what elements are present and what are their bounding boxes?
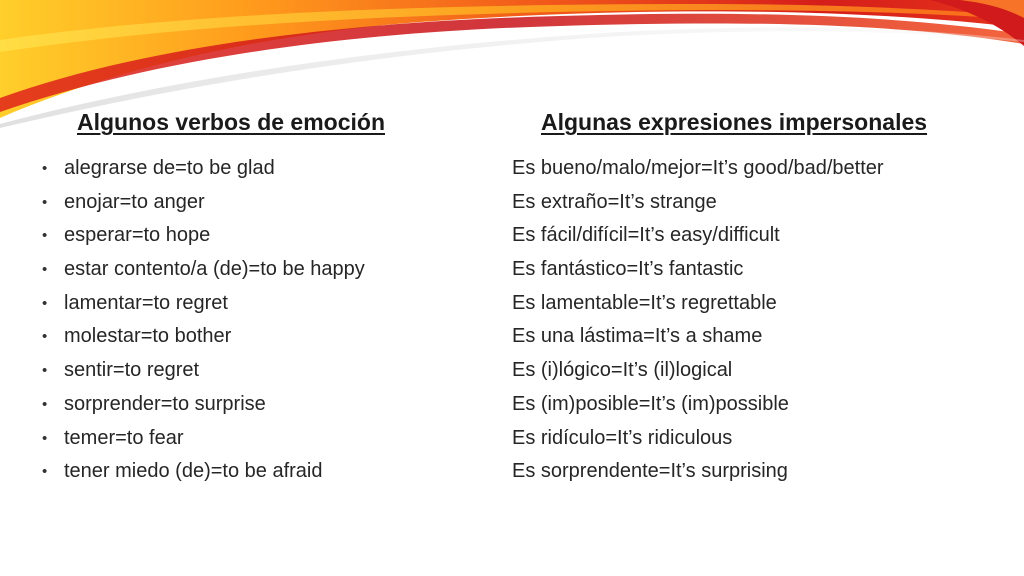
list-item: Es (im)posible=It’s (im)possible [512,392,789,415]
bullet-icon: • [42,227,48,245]
list-item [40,219,480,253]
list-item [40,388,480,422]
list-item: Es fácil/difícil=It’s easy/difficult [512,224,780,247]
list-item: Es lamentable=It’s regrettable [512,291,777,314]
impersonal-expressions-heading: Algunas expresiones impersonales [541,109,928,135]
bullet-icon: • [42,193,48,211]
bullet-icon: • [42,261,48,279]
list-item: Es extraño=It’s strange [512,190,717,213]
emotion-verbs-list [40,152,480,489]
impersonal-expressions-list [512,152,992,489]
bullet-icon: • [42,160,48,177]
list-item-text: tener miedo (de)=to be afraid [64,460,323,483]
list-item: Es ridículo=It’s ridiculous [512,426,733,449]
list-item [40,354,480,388]
list-item: Es (i)lógico=It’s (il)logical [512,359,733,382]
list-item-text: alegrarse de=to be glad [64,157,275,179]
list-item-text: molestar=to bother [64,325,232,348]
list-item-text: esperar=to hope [64,224,211,247]
list-item-text: sorprender=to surprise [64,392,266,415]
bullet-icon: • [42,395,48,413]
list-item: Es bueno/malo/mejor=It’s good/bad/better [512,157,884,179]
list-item [40,455,480,489]
list-item-text: lamentar=to regret [64,291,228,314]
list-item-text: estar contento/a (de)=to be happy [64,258,365,281]
list-item [40,287,480,321]
list-item: Es fantástico=It’s fantastic [512,258,744,281]
list-item: Es una lástima=It’s a shame [512,325,763,348]
bullet-icon: • [42,294,48,312]
list-item [40,152,480,186]
list-item [40,422,480,456]
list-item-text: enojar=to anger [64,190,205,213]
bullet-icon: • [42,362,48,380]
bullet-icon: • [42,429,48,447]
impersonal-expressions-column [512,104,992,489]
bullet-icon: • [42,463,48,481]
list-item: Es sorprendente=It’s surprising [512,460,788,483]
list-item-text: temer=to fear [64,426,184,449]
emotion-verbs-column [40,104,480,489]
list-item [40,186,480,220]
list-item [40,320,480,354]
emotion-verbs-heading: Algunos verbos de emoción [77,109,385,135]
list-item-text: sentir=to regret [64,359,200,382]
list-item [40,253,480,287]
bullet-icon: • [42,328,48,346]
